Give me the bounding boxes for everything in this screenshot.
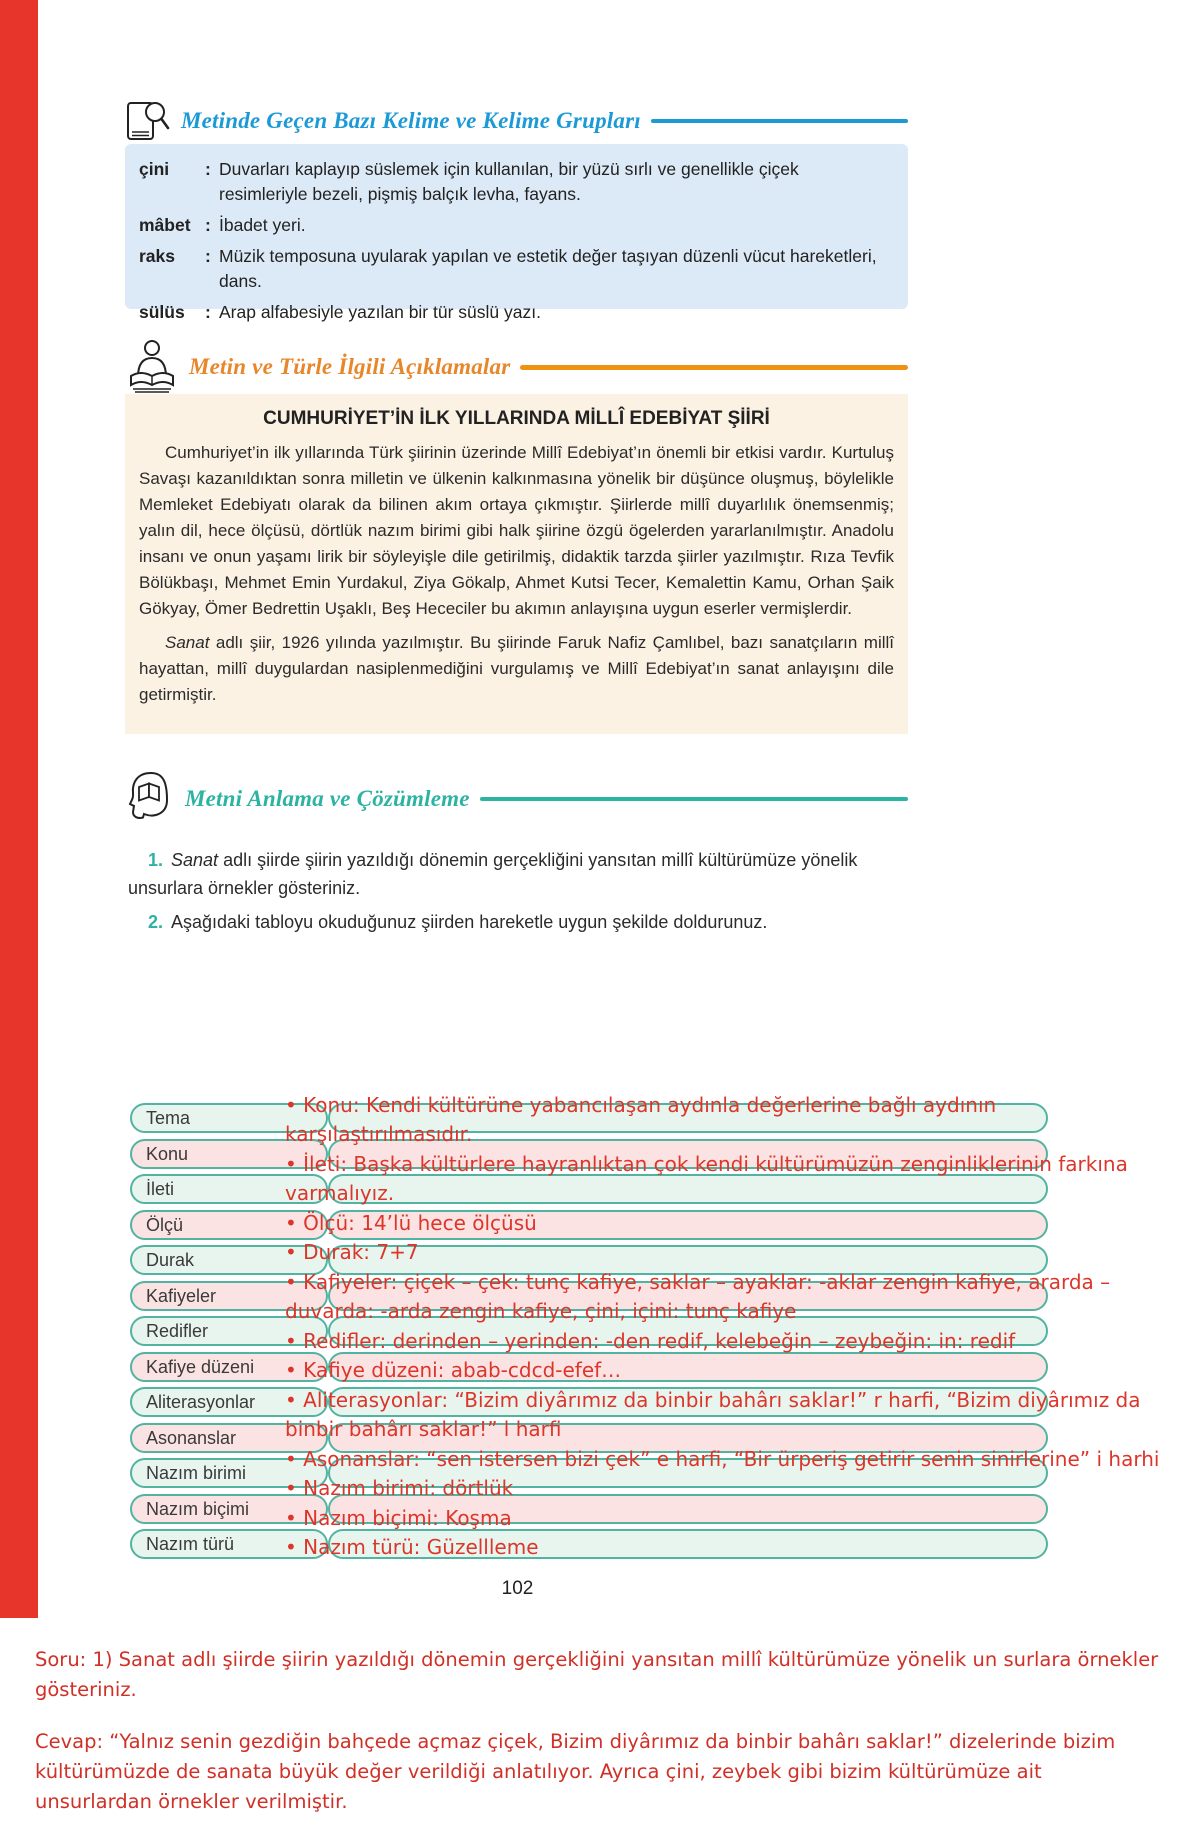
- handwritten-answer-line: • Aliterasyonlar: “Bizim diyârımız da binbir bahârı saklar!” r harfi, “Bizim diyârımız da: [285, 1388, 1141, 1412]
- table-row-label-kafiye-duzeni: Kafiye düzeni: [130, 1352, 328, 1382]
- handwritten-answer-line: • Ölçü: 14’lü hece ölçüsü: [285, 1211, 537, 1235]
- vocab-entry: [139, 213, 892, 238]
- table-row-label-aliterasyonlar: Aliterasyonlar: [130, 1387, 328, 1417]
- explanation-paragraph-1: Cumhuriyet’in ilk yıllarında Türk şiirinin üzerinde Millî Edebiyat’ın önemli bir etkisi vardır. Kurtuluş Savaşı kazanıldıktan sonra milletin ve ülkenin kalkınmasına yönelik bir düşünce oluşmuş, böylelikle Memleket Edebiyatı olarak da bilinen akım ortaya çıkmıştır. Şiirlerde millî duyarlılık önemsenmiş; yalın dil, hece ölçüsü, dörtlük nazım birimi gibi halk şiirine özgü ögelerden yararlanılmıştır. Anadolu insanı ve onun yaşamı lirik bir söyleyişle dile getirilmiş, didaktik tarzda şiirler yazılmıştır. Rıza Tevfik Bölükbaşı, Mehmet Emin Yurdakul, Ziya Gökalp, Ahmet Kutsi Tecer, Kemalettin Kamu, Orhan Şaik Gökyay, Ömer Bedrettin Uşaklı, Beş Hececiler bu akımın anlayışına uygun eserler vermişlerdir.: [139, 443, 894, 618]
- handwritten-answer-line: • Nazım birimi: dörtlük: [285, 1476, 514, 1500]
- vocab-definition: Arap alfabesiyle yazılan bir tür süslü yazı.: [219, 302, 541, 322]
- poem-title-italic: Sanat: [171, 850, 219, 870]
- handwritten-answer-line: • Asonanslar: “sen istersen bizi çek” e harfi, “Bir ürperiş getirir senin sinirlerine” i harhi: [285, 1447, 1160, 1471]
- handwritten-answer-line: duvarda: -arda zengin kafiye, çini, içini: tunç kafiye: [285, 1299, 797, 1323]
- question-2-text: Aşağıdaki tabloyu okuduğunuz şiirden hareketle uygun şekilde doldurunuz.: [171, 912, 768, 932]
- vocab-definition: İbadet yeri.: [219, 215, 306, 235]
- person-reading-book-icon: [125, 339, 179, 395]
- vocab-colon: :: [205, 159, 211, 179]
- vocab-section-rule: [651, 119, 908, 123]
- head-with-book-icon: [125, 770, 175, 828]
- table-row-label-olcu: Ölçü: [130, 1210, 328, 1240]
- vocab-term: sülüs: [139, 302, 185, 322]
- vocab-colon: :: [205, 302, 211, 322]
- table-row-label-redifler: Redifler: [130, 1316, 328, 1346]
- handwritten-answer-line: • Redifler: derinden – yerinden: -den redif, kelebeğin – zeybeğin: in: redif: [285, 1329, 1016, 1353]
- vocab-term: çini: [139, 159, 170, 179]
- handwritten-answer-line: • Durak: 7+7: [285, 1240, 419, 1264]
- handwritten-answer-line: • Nazım türü: Güzellleme: [285, 1535, 539, 1559]
- vocab-definition: Duvarları kaplayıp süslemek için kullanılan, bir yüzü sırlı ve genellikle çiçek resimleriyle bezeli, pişmiş balçık levha, fayans.: [219, 159, 799, 204]
- annotation-cevap: Cevap: “Yalnız senin gezdiğin bahçede açmaz çiçek, Bizim diyârımız da binbir bahârı saklar!” dizelerinde bizim kültürümüzde de sanata büyük değer verildiği anlatılıyor. Ayrıca çini, zeybek gibi bizim kültürümüze ait unsurlardan örnekler verilmiştir.: [35, 1730, 1116, 1813]
- poem-title-italic: Sanat: [165, 633, 210, 652]
- handwritten-answer-line: • Kafiye düzeni: abab-cdcd-efef…: [285, 1358, 622, 1382]
- explanation-paragraph-2-text: adlı şiir, 1926 yılında yazılmıştır. Bu şiirinde Faruk Nafiz Çamlıbel, bazı sanatçıların millî hayattan, millî duygulardan nasiplenmediğini vurgulamış ve Millî Edebiyat’ın sanat anlayışını dile getirmiştir.: [139, 633, 894, 704]
- page-number: 102: [501, 1578, 534, 1599]
- question-2-number: 2.: [148, 912, 164, 932]
- handwritten-answer-line: binbir bahârı saklar!” l harfi: [285, 1417, 562, 1441]
- table-row-label-tema: Tema: [130, 1103, 328, 1133]
- explanation-section-header: [125, 340, 908, 394]
- vocab-section-header: [125, 96, 908, 146]
- table-row-label-kafiyeler: Kafiyeler: [130, 1281, 328, 1311]
- analysis-section-title: Metni Anlama ve Çözümleme: [185, 786, 470, 811]
- explanation-box: [125, 394, 908, 734]
- annotation-soru: Soru: 1) Sanat adlı şiirde şiirin yazıldığı dönemin gerçekliğini yansıtan millî kültürümüze yönelik un surlara örnekler gösteriniz.: [35, 1648, 1159, 1701]
- explanation-paragraph-2: [139, 630, 894, 708]
- handwritten-answer-line: karşılaştırılmasıdır.: [285, 1122, 473, 1146]
- explanation-section-title: Metin ve Türle İlgili Açıklamalar: [189, 354, 511, 379]
- question-2: [128, 908, 916, 936]
- analysis-section-header: [125, 770, 908, 828]
- left-red-margin-bar: [0, 0, 38, 1618]
- table-answer-cell[interactable]: [328, 1174, 1048, 1204]
- explanation-box-title: CUMHURİYET’İN İLK YILLARINDA MİLLÎ EDEBİYAT ŞİİRİ: [263, 408, 770, 429]
- explanation-section-rule: [520, 365, 908, 370]
- question-1-text: adlı şiirde şiirin yazıldığı dönemin gerçekliğini yansıtan millî kültürümüze yönelik unsurlara örnekler gösteriniz.: [128, 850, 858, 898]
- vocab-definition: Müzik temposuna uyularak yapılan ve estetik değer taşıyan düzenli vücut hareketleri, dans.: [219, 246, 877, 291]
- vocab-entry: [139, 300, 892, 325]
- table-row-label-nazim-birimi: Nazım birimi: [130, 1458, 328, 1488]
- vocab-term: mâbet: [139, 215, 191, 235]
- book-magnifier-icon: [125, 99, 171, 143]
- table-row-label-asonanslar: Asonanslar: [130, 1423, 328, 1453]
- handwritten-answer-line: • İleti: Başka kültürlere hayranlıktan çok kendi kültürümüzün zenginliklerinin farkına: [285, 1152, 1128, 1176]
- vocab-entry: [139, 244, 892, 294]
- vocab-colon: :: [205, 246, 211, 266]
- vocab-colon: :: [205, 215, 211, 235]
- question-1: [128, 846, 916, 902]
- table-row-label-konu: Konu: [130, 1139, 328, 1169]
- vocab-section-title: Metinde Geçen Bazı Kelime ve Kelime Grupları: [181, 108, 641, 133]
- table-row-label-nazim-bicimi: Nazım biçimi: [130, 1494, 328, 1524]
- vocab-box: [125, 144, 908, 322]
- table-row-label-durak: Durak: [130, 1245, 328, 1275]
- handwritten-answer-line: • Nazım biçimi: Koşma: [285, 1506, 512, 1530]
- vocab-term: raks: [139, 246, 176, 266]
- handwritten-answer-line: varmalıyız.: [285, 1181, 395, 1205]
- handwritten-answer-line: • Kafiyeler: çiçek – çek: tunç kafiye, saklar – ayaklar: -aklar zengin kafiye, ararda –: [285, 1270, 1111, 1294]
- handwritten-answer-line: • Konu: Kendi kültürüne yabancılaşan aydınla değerlerine bağlı aydının: [285, 1093, 997, 1117]
- analysis-section-rule: [480, 797, 908, 801]
- question-1-number: 1.: [148, 850, 164, 870]
- vocab-entry: [139, 157, 892, 207]
- table-row-label-nazim-turu: Nazım türü: [130, 1529, 328, 1559]
- table-row-label-ileti: İleti: [130, 1174, 328, 1204]
